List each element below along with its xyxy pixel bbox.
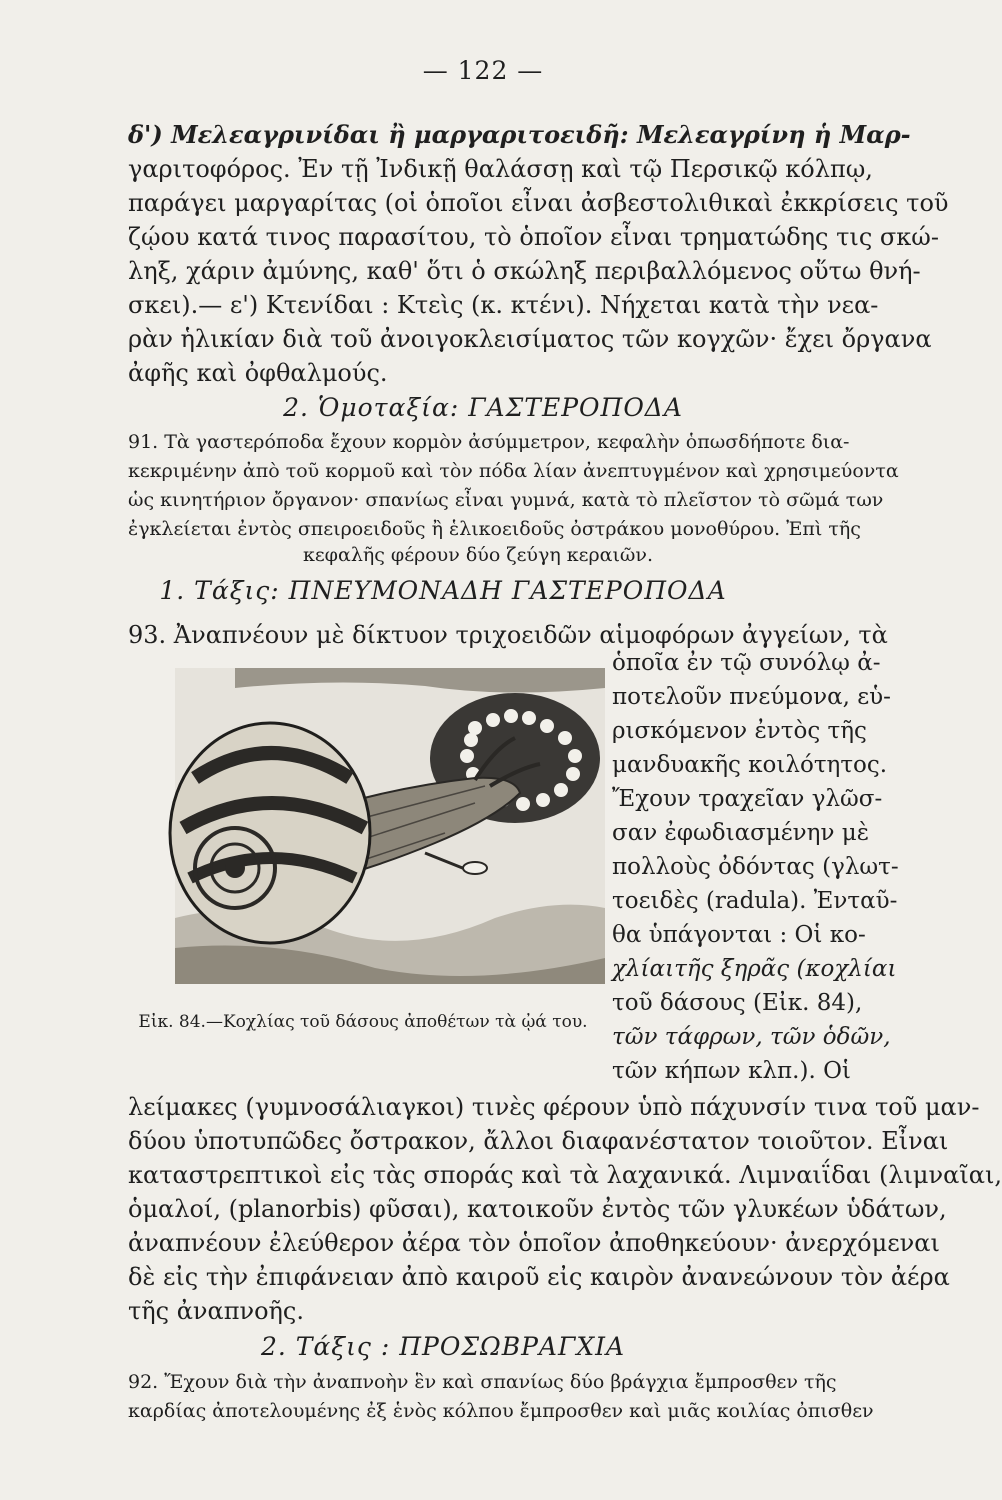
- text-line: 93. Ἀναπνέουν μὲ δίκτυον τριχοειδῶν αἱμοφόρων ἀγγείων, τὰ: [128, 621, 888, 649]
- text-line-small: 92. Ἔχουν διὰ τὴν ἀναπνοὴν ἓν καὶ σπανίως δύο βράγχια ἔμπροσθεν τῆς: [128, 1371, 837, 1393]
- text-line: καταστρεπτικοὶ εἰς τὰς σποράς καὶ τὰ λαχανικά. Λιμναιΐδαι (λιμναῖαι,: [128, 1161, 1002, 1189]
- text-line: χλίαιτῆς ξηρᾶς (κοχλίαι: [612, 956, 897, 982]
- text-line-small: κεφαλῆς φέρουν δύο ζεύγη κεραιῶν.: [302, 544, 654, 566]
- text-line: δὲ εἰς τὴν ἐπιφάνειαν ἀπὸ καιροῦ εἰς καιρὸν ἀνανεώνουν τὸν ἀέρα: [128, 1263, 950, 1291]
- text-line: μανδυακῆς κοιλότητος.: [612, 752, 888, 778]
- text-line-small: ἐγκλείεται ἐντὸς σπειροειδοῦς ἢ ἑλικοειδοῦς ὀστράκου μονοθύρου. Ἐπὶ τῆς: [128, 518, 861, 540]
- text-line: σαν ἐφωδιασμένην μὲ: [612, 820, 870, 846]
- text-line: γαριτοφόρος. Ἐν τῇ Ἰνδικῇ θαλάσσῃ καὶ τῷ Περσικῷ κόλπῳ,: [128, 155, 873, 183]
- text-line-small: κεκριμένην ἀπὸ τοῦ κορμοῦ καὶ τὸν πόδα λίαν ἀνεπτυγμένον καὶ χρησιμεύοντα: [128, 460, 899, 482]
- text-line: Ἔχουν τραχεῖαν γλῶσ-: [612, 786, 883, 812]
- text-line: ὁποῖα ἐν τῷ συνόλῳ ἀ-: [612, 650, 881, 676]
- figure-caption: Εἰκ. 84.—Κοχλίας τοῦ δάσους ἀποθέτων τὰ ᾠά του.: [138, 1012, 588, 1032]
- text-line: τῶν τάφρων, τῶν ὁδῶν,: [612, 1024, 891, 1050]
- text-line: τοειδὲς (radula). Ἐνταῦ-: [612, 888, 898, 914]
- text-line-small: 91. Τὰ γαστερόποδα ἔχουν κορμὸν ἀσύμμετρον, κεφαλὴν ὁπωσδήποτε δια-: [128, 431, 850, 453]
- text-line: ἀναπνέουν ἐλεύθερον ἀέρα τὸν ὁποῖον ἀποθηκεύουν· ἀνερχόμεναι: [128, 1229, 940, 1257]
- text-line: σκει).— ε') Κτενίδαι : Κτεὶς (κ. κτένι). Νήχεται κατὰ τὴν νεα-: [128, 291, 879, 319]
- text-line-small: καρδίας ἀποτελουμένης ἐξ ἑνὸς κόλπου ἔμπροσθεν καὶ μιᾶς κοιλίας ὀπισθεν: [128, 1400, 874, 1422]
- text-line: πολλοὺς ὀδόντας (γλωτ-: [612, 854, 899, 880]
- text-line: λείμακες (γυμνοσάλιαγκοι) τινὲς φέρουν ὑπὸ πάχυνσίν τινα τοῦ μαν-: [128, 1093, 980, 1121]
- text-line: ζῴου κατά τινος παρασίτου, τὸ ὁποῖον εἶναι τρηματώδης τις σκώ-: [128, 223, 939, 251]
- text-line: τοῦ δάσους (Εἰκ. 84),: [612, 990, 863, 1016]
- text-line: ληξ, χάριν ἀμύνης, καθ' ὅτι ὁ σκώληξ περιβαλλόμενος οὕτω θνή-: [128, 257, 921, 285]
- text-line: ποτελοῦν πνεύμονα, εὑ-: [612, 684, 891, 710]
- text-line: δ') Μελεαγρινίδαι ἢ μαργαριτοειδῆ: Μελεαγρίνη ἡ Μαρ-: [128, 120, 911, 149]
- section-heading-class: 2. Ὁμοταξία: ΓΑΣΤΕΡΟΠΟΔΑ: [283, 393, 683, 422]
- text-line: τῶν κήπων κλπ.). Οἱ: [612, 1058, 851, 1084]
- text-line: δύου ὑποτυπῶδες ὄστρακον, ἄλλοι διαφανέστατον τοιοῦτον. Εἶναι: [128, 1127, 949, 1155]
- text-line: τῆς ἀναπνοῆς.: [128, 1297, 304, 1325]
- text-line: παράγει μαργαρίτας (οἱ ὁποῖοι εἶναι ἀσβεστολιθικαὶ ἐκκρίσεις τοῦ: [128, 189, 949, 217]
- text-line: ἀφῆς καὶ ὀφθαλμούς.: [128, 359, 388, 387]
- text-line: ρισκόμενον ἐντὸς τῆς: [612, 718, 867, 744]
- text-line: ρὰν ἡλικίαν διὰ τοῦ ἀνοιγοκλεισίματος τῶν κογχῶν· ἔχει ὄργανα: [128, 325, 932, 353]
- text-line: θα ὑπάγονται : Οἱ κο-: [612, 922, 866, 948]
- text-line-small: ὡς κινητήριον ὄργανον· σπανίως εἶναι γυμνά, κατὰ τὸ πλεῖστον τὸ σῶμά των: [128, 489, 884, 511]
- section-heading-order2: 2. Τάξις : ΠΡΟΣΩΒΡΑΓΧΙΑ: [260, 1332, 626, 1361]
- page-number: — 122 —: [422, 56, 544, 85]
- snail-illustration: [175, 668, 605, 984]
- section-heading-order1: 1. Τάξις: ΠΝΕΥΜΟΝΑΔΗ ΓΑΣΤΕΡΟΠΟΔΑ: [159, 576, 727, 605]
- text-line: ὁμαλοί, (planorbis) φῦσαι), κατοικοῦν ἐντὸς τῶν γλυκέων ὑδάτων,: [128, 1195, 947, 1223]
